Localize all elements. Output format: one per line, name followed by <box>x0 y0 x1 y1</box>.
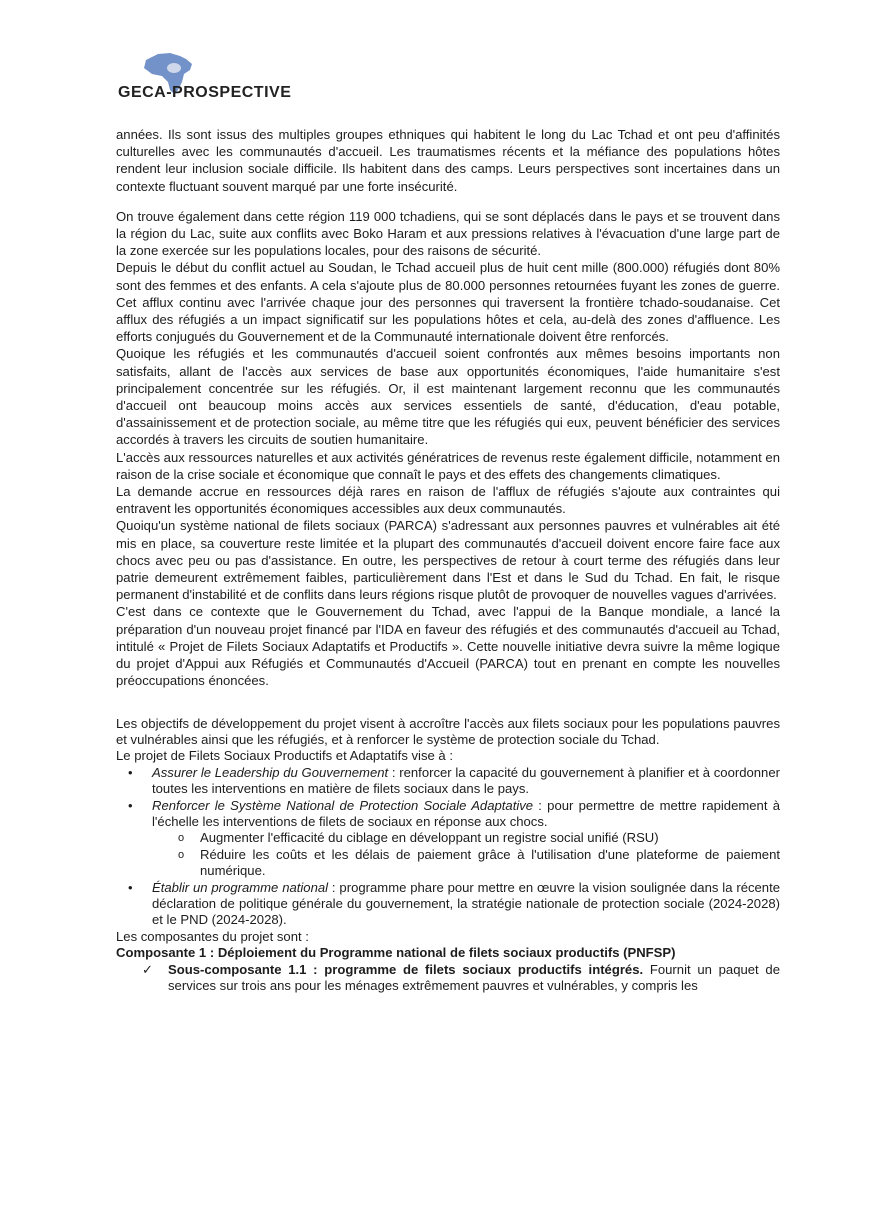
paragraph: Quoiqu'un système national de filets sociaux (PARCA) s'adressant aux personnes pauvres et vulnérables ait été mis en place, sa couverture reste limitée et la plupart des communautés d'accueil doivent encore faire face aux chocs avec peu ou pas d'assistance. En outre, les perspectives de retour à court terme des réfugiés dans leur patrie demeurent extrêmement faibles, particulièrement dans l'Est et dans le Sud du Tchad. En fait, le risque permanent d'instabilité et de conflits dans leurs régions risque plutôt de provoquer de nouvelles vagues d'arrivées. <box>116 518 780 603</box>
component-title: Composante 1 : Déploiement du Programme national de filets sociaux productifs (PNFSP) <box>116 945 676 961</box>
sub-list-item: o Augmenter l'efficacité du ciblage en développant un registre social unifié (RSU) <box>200 830 780 846</box>
objectives-list <box>116 765 780 929</box>
paragraph: C'est dans ce contexte que le Gouvernement du Tchad, avec l'appui de la Banque mondiale, a lancé la préparation d'un nouveau projet financé par l'IDA en faveur des réfugiés et des communautés d'accueil au Tchad, intitulé « Projet de Filets Sociaux Adaptatifs et Productifs ». Cette nouvelle initiative devra suivre la même logique du projet d'Appui aux Réfugiés et Communautés d'Accueil (PARCA) tout en prenant en compte les nouvelles préoccupations énoncées. <box>116 604 780 689</box>
sub-list <box>152 830 780 879</box>
sub-list-item: o Réduire les coûts et les délais de paiement grâce à l'utilisation d'une plateforme de paiement numérique. <box>200 847 780 880</box>
bullet-text: : programme phare pour mettre en œuvre la vision soulignée dans la récente déclaration de politique générale du gouvernement, la stratégie nationale de protection sociale (2024-2028) et le PND (2024-2028). <box>152 879 781 928</box>
logo <box>118 50 318 110</box>
logo-text: GECA-PROSPECTIVE <box>118 84 292 101</box>
document-body <box>116 126 780 994</box>
paragraph: Les composantes du projet sont : <box>116 928 309 944</box>
paragraph: Quoique les réfugiés et les communautés d'accueil soient confrontés aux mêmes besoins importants non satisfaits, allant de l'accès aux services de base aux opportunités économiques, l'aide humanitaire s'est principalement concentrée sur les réfugiés. Or, il est maintenant largement reconnu que les communautés d'accueil ont beaucoup moins accès aux services essentiels de santé, d'éducation, d'eau potable, d'assainissement et de protection sociale, au même titre que les réfugiés qui eux, peuvent bénéficier des services accordés à travers les circuits de soutien humanitaire. <box>116 346 780 448</box>
paragraph: La demande accrue en ressources déjà rares en raison de l'afflux de réfugiés s'ajoute aux contraintes qui entravent les opportunités économiques accessibles aux deux communautés. <box>116 484 780 517</box>
sub-component <box>116 962 780 995</box>
sub-component-title: Sous-composante 1.1 : programme de filets sociaux productifs intégrés. <box>168 961 644 977</box>
bullet-text: : renforcer la capacité du gouvernement à planifier et à coordonner toutes les interventions en matière de filets sociaux dans le pays. <box>152 764 780 797</box>
list-item <box>152 880 780 929</box>
paragraph: années. Ils sont issus des multiples groupes ethniques qui habitent le long du Lac Tchad et ont peu d'affinités culturelles avec les communautés d'accueil. Les traumatismes récents et la méfiance des populations hôtes rendent leur inclusion sociale difficile. Ils habitent dans des camps. Leurs perspectives sont incertaines dans un contexte fluctuant souvent marqué par une forte insécurité. <box>116 127 780 194</box>
bullet-title: Assurer le Leadership du Gouvernement <box>152 764 389 780</box>
check-icon: ✓ <box>142 961 153 977</box>
paragraph: L'accès aux ressources naturelles et aux activités génératrices de revenus reste également difficile, notamment en raison de la crise sociale et économique que connaît le pays et des effets des changements climatiques. <box>116 449 780 482</box>
list-item <box>152 765 780 798</box>
bullet-text: : pour permettre de mettre rapidement à l'échelle les interventions de filets de sociaux en réponse aux chocs. <box>152 797 780 829</box>
bullet-title: Établir un programme national <box>152 879 329 895</box>
sub-component-text: Fournit un paquet de services sur trois ans pour les ménages extrêmement pauvres et vulnérables, y compris les <box>168 961 780 993</box>
paragraph: Le projet de Filets Sociaux Productifs et Adaptatifs vise à : <box>116 748 453 764</box>
bullet-title: Renforcer le Système National de Protection Sociale Adaptative <box>152 797 534 813</box>
paragraph: On trouve également dans cette région 119 000 tchadiens, qui se sont déplacés dans le pays et se trouvent dans la région du Lac, suite aux conflits avec Boko Haram et aux pressions relatives à l'évacuation d'une large part de la zone exercée sur les populations locales, pour des raisons de sécurité. <box>116 208 780 259</box>
paragraph: Depuis le début du conflit actuel au Soudan, le Tchad accueil plus de huit cent mille (800.000) réfugiés dont 80% sont des femmes et des enfants. A cela s'ajoute plus de 80.000 personnes retournées fuyant les zones de guerre. Cet afflux continu avec l'arrivée chaque jour des personnes qui traversent la frontière tchado-soudanaise. Cet afflux des réfugiés a un impact significatif sur les populations hôtes et cela, au-delà des zones d'affluence. Les efforts conjugués du Gouvernement et de la Communauté internationale doivent être renforcés. <box>116 260 780 345</box>
paragraph: Les objectifs de développement du projet visent à accroître l'accès aux filets sociaux pour les populations pauvres et vulnérables ainsi que les réfugiés, et à renforcer le système de protection sociale du Tchad. <box>116 715 780 747</box>
list-item <box>152 798 780 880</box>
